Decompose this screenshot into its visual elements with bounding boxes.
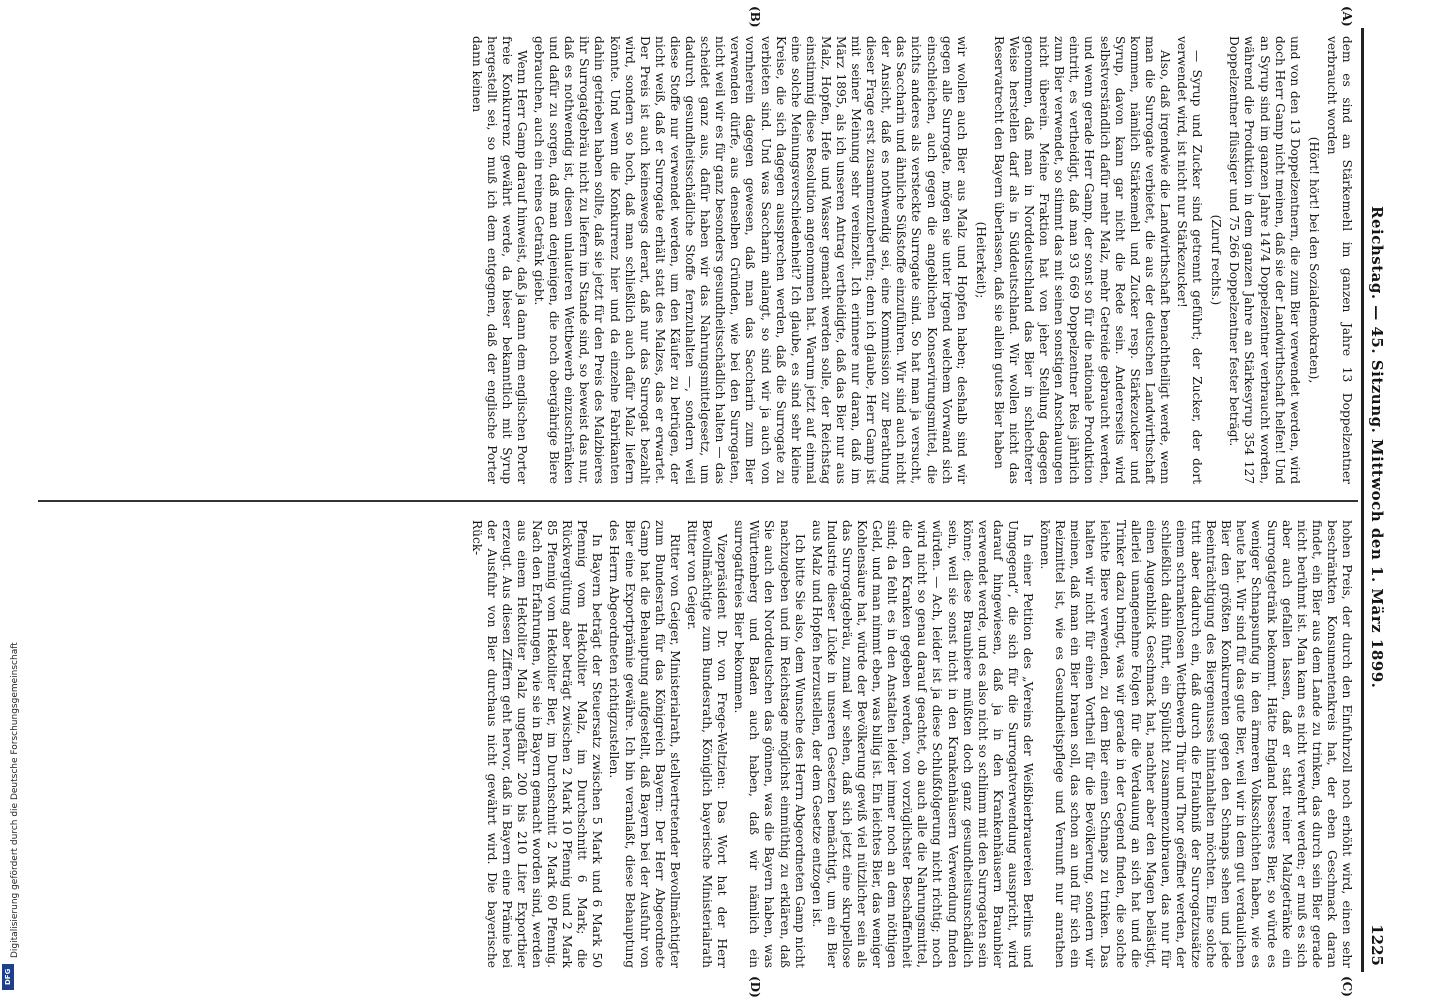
interjection: (Hört! hört! bei den Sozialdemokraten), — [1306, 136, 1321, 384]
paragraph: In Bayern beträgt der Steuersatz zwischen 5 Mark und 6 Mark 50 Pfennig vom Hektoliter Malz, im Durchschnitt 6 Mark; die Rückvergütung aber beträgt zwischen 2 Mark 10 Pfennig und 2 Mark 85 Pfennig vom Hektoliter Bier, im Durchschnitt 2 Mark 60 Pfennig. Nach den Erfahrungen, wie sie in Bayern gemacht worden sind, werden aus einem Hektoliter Malz ungefähr 200 bis 210 Liter Exportbier erzeugt. Aus diesen Ziffern geht hervor, daß in Bayern eine Prämie bei der Ausfuhr von Bier durchaus nicht gewährt wird. Die bayerische Rück- — [469, 520, 605, 968]
header-rule — [1361, 28, 1364, 972]
digitization-note: Digitalisierung gefördert durch die Deutsche Forschungsgemeinschaft — [10, 642, 20, 958]
paragraph: — Syrup und Zucker sind getrennt geführt; der Zucker, der dort verwendet wird, ist nicht nur Stärkezucker! — [1175, 36, 1205, 484]
page-number: 1225 — [1368, 924, 1386, 966]
speaker-paragraph: Vizepräsident Dr. von Frege-Weltzien: Das Wort hat der Herr Bevollmächtigte zum Bundesrath, Königlich bayerische Ministerialrath Ritter von Geiger. — [684, 520, 730, 968]
left-column — [467, 36, 1354, 484]
paragraph: Ich bitte Sie also, dem Wunsche des Herrn Abgeordneten Gamp nicht nachzugeben und im Reichstage möglichst einmüthig zu erklären, daß Sie auch den Norddeutschen das gönnen, was die Bayern haben, was Württemberg und Baden auch haben, daß wir nämlich ein surrogatfreies Bier bekommen. — [732, 520, 807, 968]
digitization-sidebar — [0, 0, 20, 1000]
paragraph: wir wollen auch Bier aus Malz und Hopfen haben; deshalb sind wir gegen alle Surrogate, mögen sie unter irgend welchem Vorwand sich einschleichen, auch gegen die angeblichen Konservirungsmittel, die nichts anderes als versteckte Surrogate sind. So hat man ja versucht, das Saccharin und ähnliche Süßstoffe einzuführen. Wir sind auch nicht der Ansicht, daß es nothwendig sei, eine Kommission zur Berathung dieser Frage erst zusammenzuberufen; denn ich glaube, Herr Gamp ist mit seiner Meinung sehr vereinzelt. Ich erinnere nur daran, daß im März 1895, als ich unseren Antrag vertheidigte, daß das Bier nur aus Malz, Hopfen, Hefe und Wasser gemacht werden solle, der Reichstag einstimmig diese Resolution angenommen hat. Warum jetzt auf einmal eine solche Meinungsverschiedenheit? Ich glaube, es sind sehr kleine Kreise, die sich dagegen aussprechen werden, daß die Surrogate zu verbieten sind. Und was Saccharin anlangt, so sind wir ja auch von vornherein dagegen gewesen, daß man das Saccharin zum Bier verwenden dürfe, aus denselben Gründen, wie bei den Surrogaten, nicht weil wir es für ganz besonders gesundheitsschädlich halten — das scheidet ganz aus, dafür haben wir das Nahrungsmittelgesetz, um dadurch gesundheitsschädliche Stoffe fernzuhalten —, sondern weil diese Stoffe nur verwendet werden, um den Käufer zu betrügen, der nicht weiß, daß er Surrogate erhält statt des Malzes, das er erwartet. Der Preis ist auch keineswegs derart, daß nur das Surrogat bezahlt wird, sondern so hoch, daß man schließlich auch dafür Malz liefern könnte. Und wenn die Konkurrenz hier und da einzelne Fabrikanten dahin getrieben haben sollte, daß sie jetzt für den Preis des Malzbieres ihr Surrogatgebräu nicht zu liefern im Stande sind, so beweist das nur, daß es nothwendig ist, diesen unlauteren Wettbewerb einzuschränken und dafür zu sorgen, daß man denjenigen, die noch obergährige Biere gebrauchen, auch ein reines Getränk giebt. — [532, 36, 969, 484]
margin-marker-b: (B) — [748, 6, 762, 28]
margin-marker-d: (D) — [748, 976, 762, 998]
paragraph: Wenn Herr Gamp darauf hinweist, daß ja dann dem englischen Porter freie Konkurrenz gewährt werde, da bieser bekanntlich mit Syrup hergestellt sei, so muß ich dem entgegnen, daß der englische Porter dann keinen — [469, 36, 530, 484]
paragraph: hohen Preis, der durch den Einfuhrzoll noch erhöht wird, einen sehr beschränkten Konsumentenkreis hat, der eben Geschmack daran findet, ein Bier aus dem Lande zu trinken, das durch sein Bier gerade nicht berühmt ist. Man kann es nicht verwehrt werden; er muß es sich aber auch gefallen lassen, daß er statt reiner Malzgetränke ein Surrogatgetränk bekommt. Hätte England besseres Bier, so würde es weniger Schnapsunfug in den ärmeren Volksschichten haben, wie es heute hat. Wir sind für das gute Bier, weil wir in dem gut verdaulichen Bier den größten Konkurrenten gegen den Schnaps sehen und jede Beeinträchtigung des Biergenusses hintanhalten möchten. Eine solche tritt aber dadurch ein, daß durch die Erlaubniß der Surrogatzusätze einem schrankenlosen Wettbewerb Thür und Thor geöffnet werden, der schließlich dahin führt, ein Spülicht zusammenzubrauen, das nur für einen Augenblick Geschmack hat, nachher aber den Magen belästigt, allerlei unangenehme Folgen für die Verdauung an sich hat und die Trinker dazu bringt, was wir gerade in der Gegend finden, die solche leichte Biere verwenden, zu dem Bier einen Schnaps zu trinken. Das halten wir nicht für einen Vortheil für die Bevölkerung, sondern wir meinen, daß man ein Bier brauen soll, das schon an und für sich ein Reizmittel ist, wie es Gesundheitspflege und Vernunft nur anrathen können. — [1038, 520, 1354, 968]
paragraph: dem es sind an Stärkemehl im ganzen Jahre 13 Doppelzentner verbraucht worden — [1324, 36, 1354, 484]
rotated-document-page — [18, 0, 1418, 1000]
paragraph: Also, daß irgendwie die Landwirthschaft benachtheiligt werde, wenn man die Surrogate verbietet, die aus der deutschen Landwirthschaft kommen, nämlich Stärkemehl und Zucker resp. Stärkezucker und Syrup, davon kann gar nicht die Rede sein. Andererseits wird selbstverständlich dafür mehr Malz, mehr Getreide gebraucht werden, und wenn gerade Herr Gamp, der sonst so für die nationale Produktion eintritt, es vertheidigt, daß man 93 669 Doppelzentner Reis jährlich zum Bier verwendet, so stimmt das mit seinen sonstigen Anschauungen nicht überein. Meine Fraktion hat von jeher Stellung dagegen genommen, daß man in Norddeutschland das Bier in schlechterer Weise herstellen darf als in Süddeutschland. Wir wollen nicht das Reservatrecht den Bayern überlassen, daß sie allein gutes Bier haben — [991, 36, 1172, 484]
margin-marker-a: (A) — [1340, 6, 1354, 27]
interjection: (Heiterkeit); — [973, 221, 988, 299]
paragraph: und von den 13 Doppelzentnern, die zum Bier verwendet werden, wird doch Herr Gamp nicht meinen, daß sie der Landwirthschaft helfen! Und an Syrup sind im ganzen Jahre 1474 Doppelzentner verbraucht worden, während die Produktion in dem ganzen Jahre an Stärkesyrup 354 127 Doppelzentner flüssiger und 75 266 Doppelzentner fester beträgt. — [1227, 36, 1302, 484]
column-divider — [38, 500, 1358, 502]
interjection: (Zuruf rechts.) — [1209, 214, 1224, 306]
page-title: Reichstag. — 45. Sitzung. Mittwoch den 1. März 1899. — [1368, 206, 1386, 689]
speaker-paragraph: Ritter von Geiger, Ministerialrath, stellvertretender Bevollmächtigter zum Bundesrath für das Königreich Bayern: Der Herr Abgeordnete Gamp hat die Behauptung aufgestellt, daß Bayern bei der Ausfuhr von Bier eine Exportprämie gewähre. Ich bin veranlaßt, diese Behauptung des Herrn Abgeordneten richtigzustellen. — [607, 520, 682, 968]
margin-marker-c: (C) — [1340, 976, 1354, 997]
page-header — [1366, 28, 1388, 972]
right-column — [467, 520, 1354, 968]
dfg-logo: DFG — [2, 964, 14, 990]
paragraph: In einer Petition des „Vereins der Weißbierbrauereien Berlins und Umgegend“, die sich für die Surrogatverwendung ausspricht, wird darauf hingewiesen, daß ja in den Krankenhäusern Braunbier verwendet werde, und es also nicht so schlimm mit den Surrogaten sein könne; diese Braunbiere müßten doch ganz gesundheitsunschädlich sein, weil sie sonst nicht in den Krankenhäusern Verwendung finden würden. — Ach, leider ist ja diese Schlußfolgerung nicht richtig; noch wird nicht so genau darauf geachtet, ob auch alle die Nahrungsmittel, die den Kranken gegeben werden, von vorzüglichster Beschaffenheit sind; da fehlt es in den Anstalten leider immer noch an dem nöthigen Geld, und man nimmt eben, was billig ist. Ein leichtes Bier, das weniger Kohlensäure hat, würde der Bevölkerung gewiß viel nützlicher sein als das Surrogatgebräu, zumal wir sehen, daß sich jetzt eine skrupellose Industrie dieser Lücke in unseren Gesetzen bemächtigt, um ein Bier aus Malz und Hopfen herzustellen, der dem Gesetze entzogen ist. — [809, 520, 1036, 968]
